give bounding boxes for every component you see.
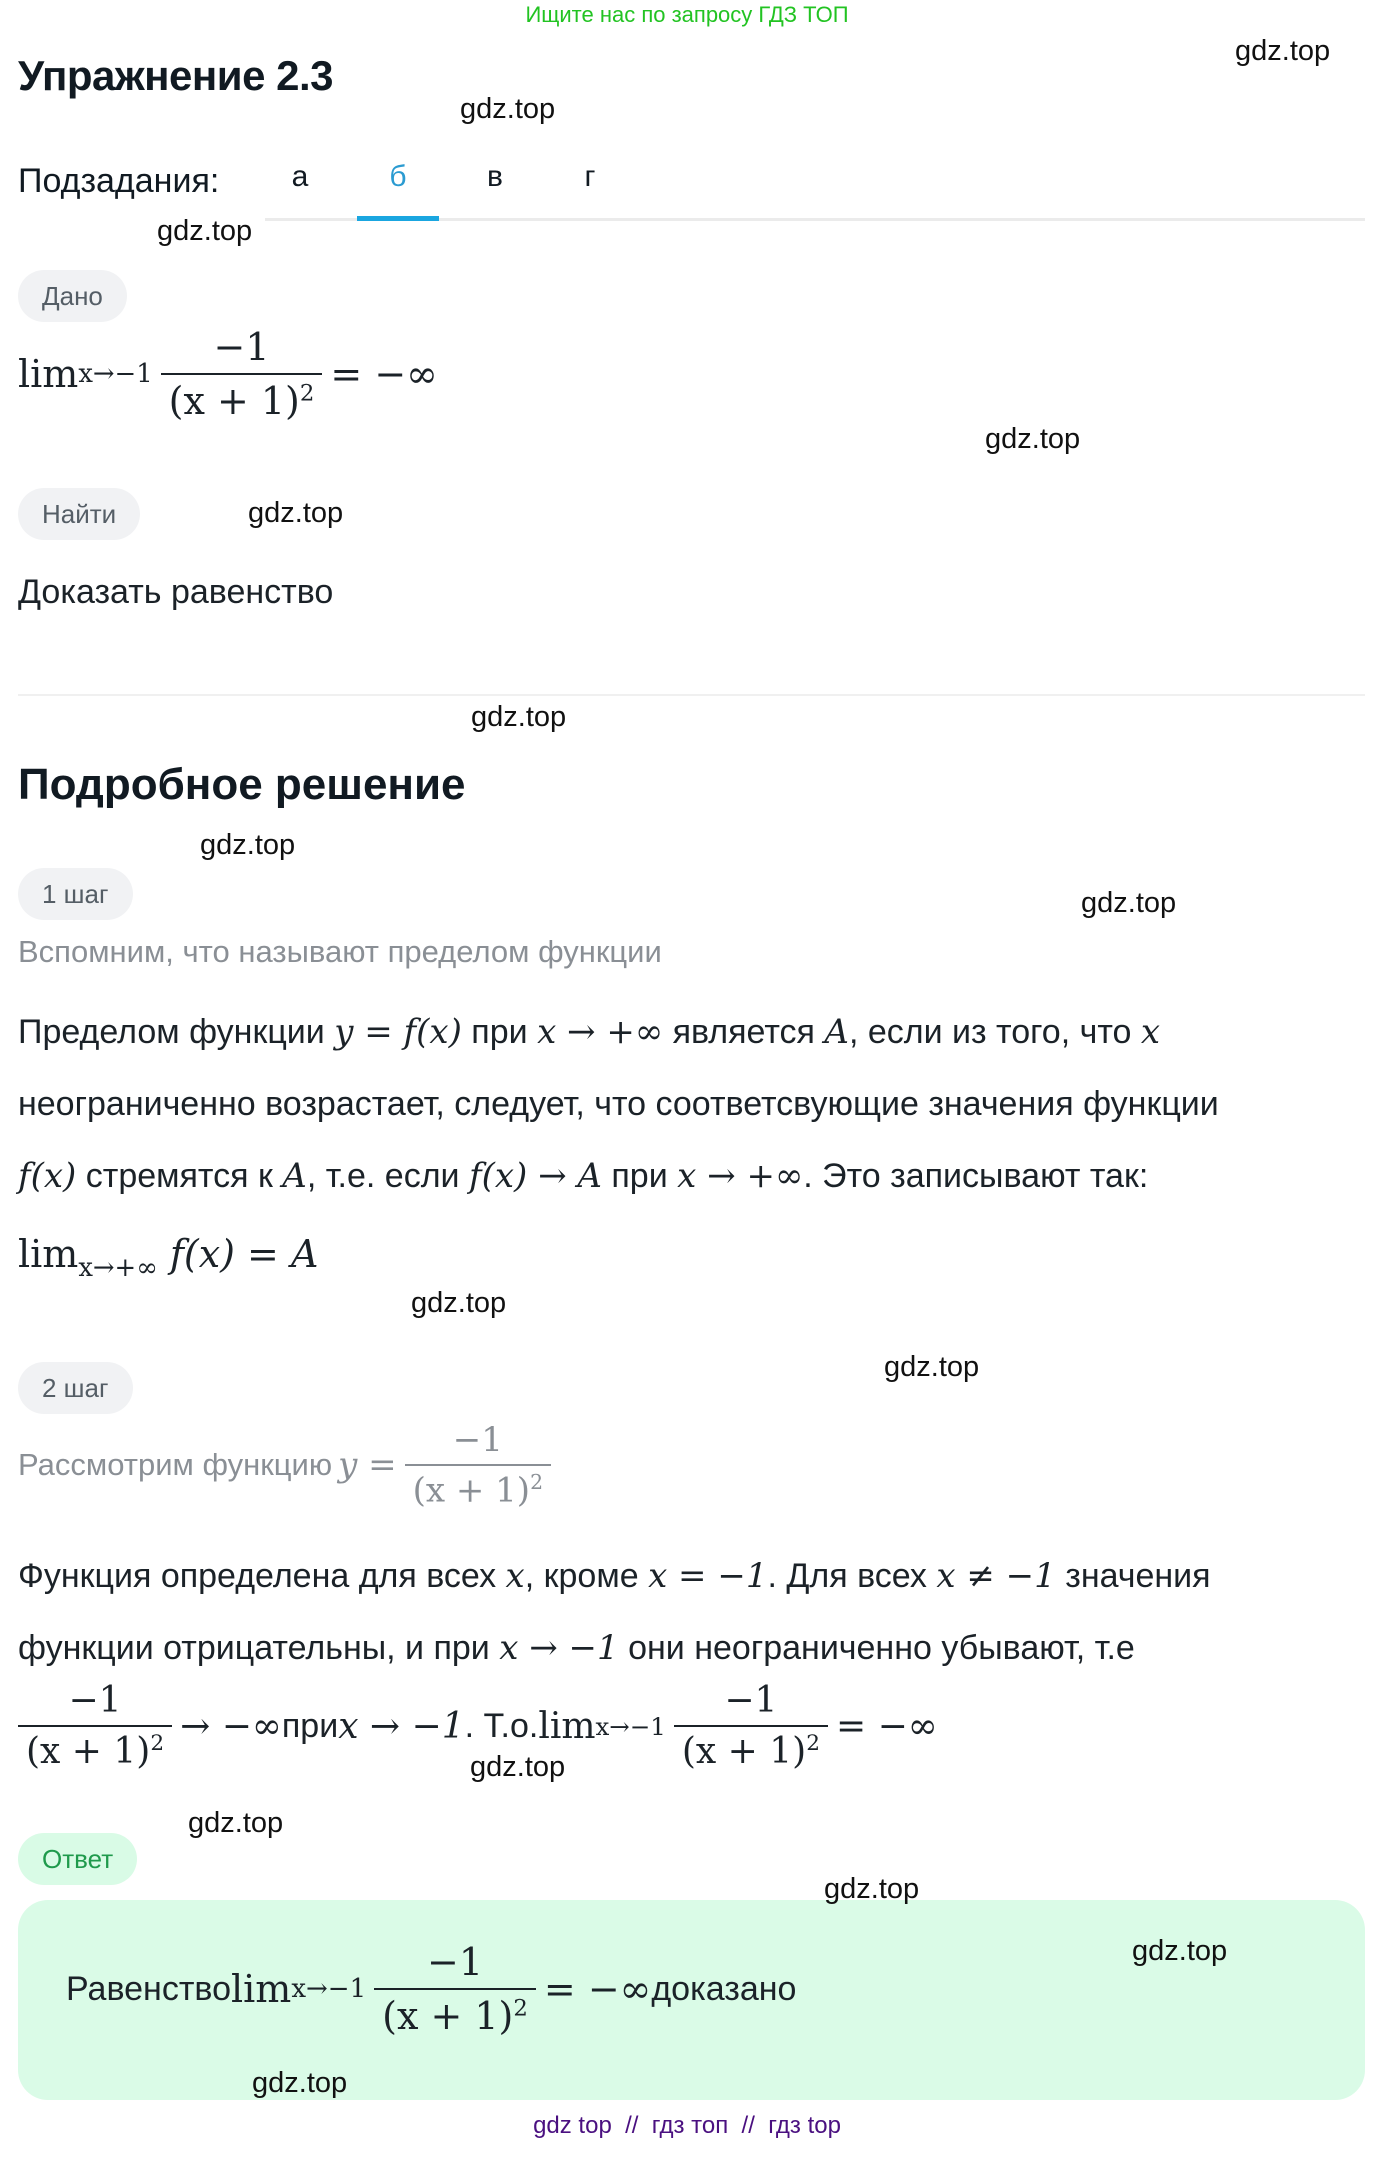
watermark: gdz.top [252, 2067, 348, 2099]
math: x → −1 [499, 1628, 619, 1668]
text: Пределом функции [18, 1013, 335, 1051]
math: f(x) → A [469, 1156, 602, 1196]
watermark: gdz.top [471, 701, 567, 733]
watermark: gdz.top [411, 1287, 507, 1319]
text: , если из того, что [848, 1013, 1141, 1051]
watermark: gdz.top [1132, 1935, 1228, 1967]
text: доказано [651, 1969, 797, 2008]
tab-a[interactable]: а [291, 160, 309, 193]
step-2-subtitle [18, 1420, 559, 1510]
numerator: −1 [213, 325, 270, 369]
math: x → +∞ [677, 1156, 804, 1196]
lim-subscript: x→−1 [78, 359, 153, 389]
text: функции отрицательны, и при [18, 1629, 500, 1667]
text: при [281, 1706, 339, 1745]
section-divider [18, 694, 1365, 696]
numerator: −1 [68, 1680, 122, 1721]
text: , т.е. если [306, 1157, 469, 1195]
watermark: gdz.top [985, 423, 1081, 455]
answer-text [66, 1940, 796, 2038]
search-banner: Ищите нас по запросу ГДЗ ТОП [525, 2, 849, 27]
step-1-line-1 [18, 996, 1160, 1068]
watermark: gdz.top [200, 829, 296, 861]
text: . Для всех [767, 1557, 937, 1595]
lim: lim [18, 352, 79, 396]
lim-subscript: x→−1 [291, 1974, 367, 2004]
watermark: gdz.top [1235, 35, 1331, 67]
numerator: −1 [427, 1940, 484, 1984]
answer-chip: Ответ [18, 1833, 137, 1885]
numerator: −1 [452, 1420, 503, 1460]
watermark: gdz.top [460, 93, 556, 125]
math: y = [338, 1445, 397, 1486]
step-1-formula [18, 1232, 318, 1283]
step-2-line-2 [18, 1612, 1135, 1684]
tab-g[interactable]: г [584, 160, 596, 193]
formula-body: f(x) = A [169, 1232, 319, 1276]
given-chip: Дано [18, 270, 127, 322]
text: стремятся к [76, 1157, 283, 1195]
step-1-subtitle: Вспомним, что называют пределом функции [18, 934, 662, 969]
denominator [374, 1990, 536, 2038]
exponent: 2 [806, 1731, 820, 1756]
math: y = f(x) [334, 1012, 462, 1052]
denominator-base: (x + 1) [382, 1994, 514, 2038]
watermark: gdz.top [157, 215, 253, 247]
lim-subscript: x→−1 [595, 1711, 666, 1741]
subtasks-label: Подзадания: [18, 162, 220, 200]
text: при [461, 1013, 538, 1051]
exponent: 2 [299, 380, 315, 407]
text: они неограниченно убывают, т.е [618, 1629, 1135, 1667]
fraction [161, 325, 323, 423]
lim: lim [538, 1705, 596, 1747]
watermark: gdz.top [188, 1807, 284, 1839]
fraction [18, 1680, 172, 1772]
math: x → −1 [338, 1705, 465, 1747]
math: x ≠ −1 [936, 1556, 1056, 1596]
fraction [405, 1420, 551, 1510]
fraction [374, 1940, 536, 2038]
math: A [824, 1012, 849, 1052]
text: Рассмотрим функцию [18, 1447, 333, 1483]
text: значения [1055, 1557, 1211, 1595]
find-chip: Найти [18, 488, 140, 540]
exponent: 2 [513, 1995, 528, 2022]
text: является [663, 1013, 825, 1051]
math: = −∞ [835, 1705, 938, 1747]
lim-subscript: x→+∞ [78, 1253, 158, 1284]
find-text: Доказать равенство [18, 573, 334, 611]
text: Функция определена для всех [18, 1557, 506, 1595]
watermark: gdz.top [248, 497, 344, 529]
page-title: Упражнение 2.3 [18, 52, 334, 99]
denominator-base: (x + 1) [681, 1731, 807, 1772]
watermark: gdz.top [824, 1873, 920, 1905]
watermark: gdz.top [470, 1751, 566, 1783]
denominator [674, 1727, 828, 1772]
exponent: 2 [150, 1731, 165, 1756]
step-1-line-3 [18, 1140, 1148, 1212]
denominator [18, 1727, 172, 1772]
math: x → +∞ [537, 1012, 664, 1052]
text: при [601, 1157, 678, 1195]
denominator [161, 375, 323, 423]
given-formula [18, 325, 438, 423]
text: , кроме [524, 1557, 649, 1595]
solution-title: Подробное решение [18, 760, 466, 809]
denominator [405, 1466, 551, 1510]
math: → −∞ [180, 1705, 282, 1747]
text: . Т.о. [464, 1706, 539, 1745]
step-1-chip: 1 шаг [18, 868, 133, 920]
step-2-chip: 2 шаг [18, 1362, 133, 1414]
watermark: gdz.top [1081, 887, 1177, 919]
math: = −∞ [543, 1967, 652, 2011]
step-2-line-1 [18, 1540, 1211, 1612]
text: Равенство [66, 1969, 231, 2008]
text: . Это записывают так: [803, 1157, 1149, 1195]
tab-b[interactable]: б [389, 160, 407, 193]
math: x = −1 [648, 1556, 768, 1596]
lim: lim [18, 1232, 79, 1276]
math: x [505, 1556, 525, 1596]
fraction [674, 1680, 828, 1772]
denominator-base: (x + 1) [168, 379, 300, 423]
tab-v[interactable]: в [487, 160, 503, 193]
denominator-base: (x + 1) [412, 1470, 531, 1511]
math: A [282, 1156, 307, 1196]
watermark: gdz.top [884, 1351, 980, 1383]
step-1-line-2: неограниченно возрастает, следует, что соответсвующие значения функции [18, 1085, 1219, 1123]
lim: lim [231, 1967, 292, 2011]
math: f(x) [18, 1156, 77, 1196]
exponent: 2 [530, 1470, 544, 1494]
footer-links: gdz top // гдз топ // гдз top [533, 2112, 841, 2139]
given-rhs: = −∞ [330, 352, 438, 396]
math: x [1140, 1012, 1161, 1052]
active-tab-indicator [357, 216, 439, 221]
denominator-base: (x + 1) [26, 1731, 151, 1772]
numerator: −1 [724, 1680, 778, 1721]
